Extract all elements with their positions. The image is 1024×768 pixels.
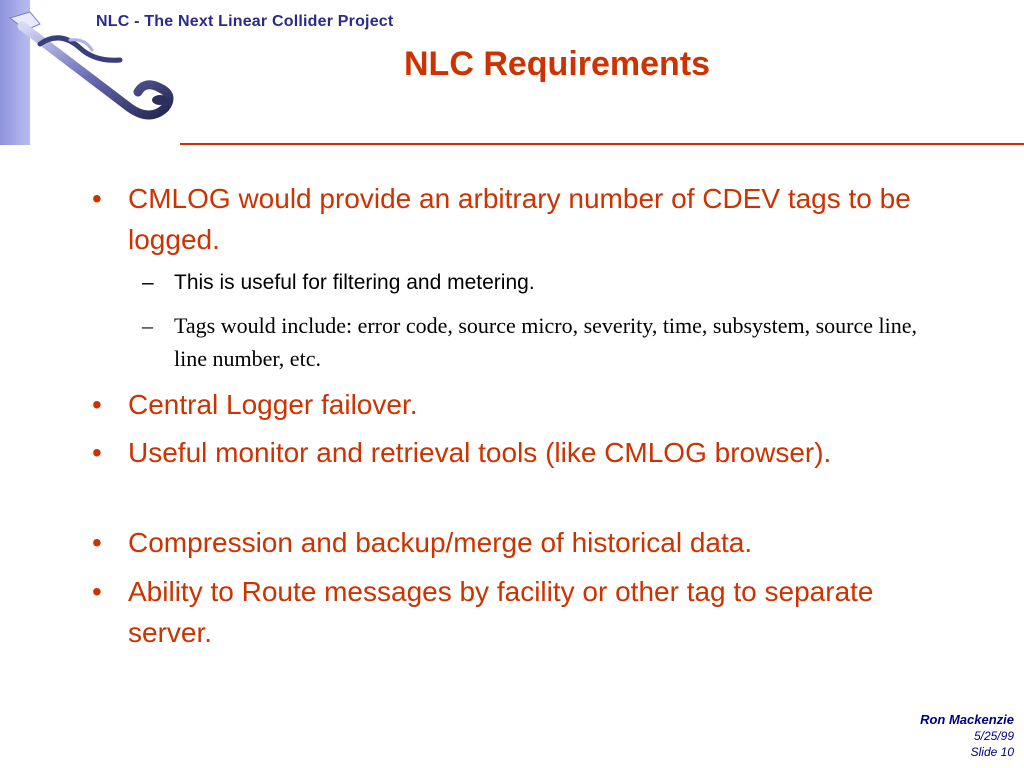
bullet-symbol: • xyxy=(92,576,102,607)
footer-date: 5/25/99 xyxy=(973,729,1014,743)
bullet-symbol: • xyxy=(92,389,102,420)
sub-bullet-text: Tags would include: error code, source micro, severity, time, subsystem, source line, line number, etc. xyxy=(174,313,917,371)
footer-slide-number: Slide 10 xyxy=(970,745,1014,759)
bullet-symbol: • xyxy=(92,527,102,558)
sub-bullet-symbol: – xyxy=(142,271,154,294)
bullet-item xyxy=(92,432,952,473)
bullet-text: CMLOG would provide an arbitrary number of CDEV tags to be logged. xyxy=(128,183,911,255)
sub-bullet-symbol: – xyxy=(142,313,153,338)
slide-footer xyxy=(920,712,1014,760)
project-title: NLC - The Next Linear Collider Project xyxy=(96,13,394,30)
bullet-symbol: • xyxy=(92,437,102,468)
bullet-item xyxy=(92,384,952,425)
footer-author: Ron Mackenzie xyxy=(920,712,1014,727)
sub-bullet-item xyxy=(142,266,932,300)
bullet-text: Useful monitor and retrieval tools (like CMLOG browser). xyxy=(128,437,832,468)
bullet-text: Compression and backup/merge of historical data. xyxy=(128,527,753,558)
slide-title: NLC Requirements xyxy=(404,45,711,83)
bullet-symbol: • xyxy=(92,183,102,214)
sub-bullet-item xyxy=(142,309,932,375)
bullet-item xyxy=(92,571,952,653)
bullet-text: Central Logger failover. xyxy=(128,389,418,420)
bullet-item xyxy=(92,178,952,260)
bullet-item xyxy=(92,522,952,563)
bullet-text: Ability to Route messages by facility or other tag to separate server. xyxy=(128,576,874,648)
sub-bullet-text: This is useful for filtering and metering. xyxy=(174,271,535,294)
